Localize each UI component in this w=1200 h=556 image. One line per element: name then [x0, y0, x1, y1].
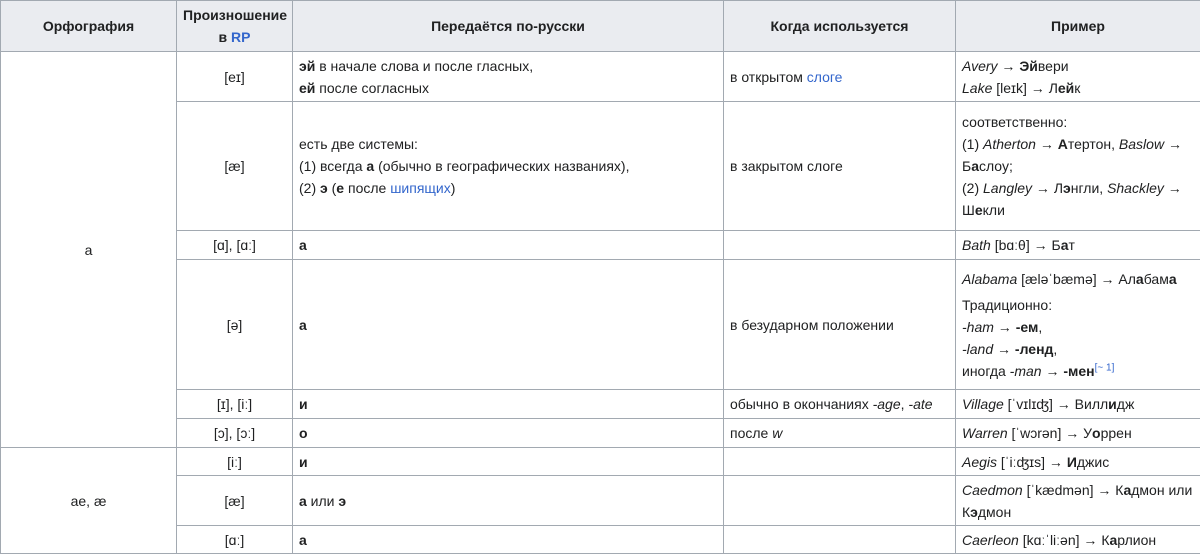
when-cell	[724, 448, 956, 476]
when-cell	[724, 476, 956, 526]
when-cell: обычно в окончаниях -age, -ate	[724, 390, 956, 419]
table-row	[1, 260, 1200, 390]
example-cell: Caedmon [ˈkædmən] → Кадмон или Кэдмон	[956, 476, 1200, 526]
russian-cell: а или э	[293, 476, 724, 526]
when-cell	[724, 231, 956, 260]
when-cell: после w	[724, 419, 956, 448]
rp-link[interactable]: RP	[231, 29, 251, 45]
russian-cell: а	[293, 260, 724, 390]
table-row	[1, 52, 1200, 102]
pron-cell: [ɔ], [ɔː]	[177, 419, 293, 448]
table-row	[1, 526, 1200, 554]
example-cell: Village [ˈvɪlɪʤ] → Виллидж	[956, 390, 1200, 419]
group-cell-ae: ae, æ	[1, 448, 177, 554]
russian-cell: и	[293, 448, 724, 476]
when-cell: в закрытом слоге	[724, 102, 956, 231]
table-row	[1, 476, 1200, 526]
example-cell: Warren [ˈwɔrən] → Уоррен	[956, 419, 1200, 448]
footnote-link[interactable]: [~ 1]	[1094, 361, 1115, 373]
pron-cell: [iː]	[177, 448, 293, 476]
when-cell: в безударном положении	[724, 260, 956, 390]
russian-cell: а	[293, 231, 724, 260]
group-cell-a: a	[1, 52, 177, 448]
header-row	[1, 1, 1200, 52]
example-cell: Alabama [æləˈbæmə] → Алабама Традиционно: -ham → -ем, -land → -ленд, иногда -man → -мен[~ 1]	[956, 260, 1200, 390]
sibilants-link[interactable]: шипящих	[390, 180, 451, 196]
pron-cell: [ɪ], [iː]	[177, 390, 293, 419]
example-cell: Caerleon [kɑːˈliːən] → Карлион	[956, 526, 1200, 554]
pron-cell: [æ]	[177, 102, 293, 231]
example-cell: Bath [bɑːθ] → Бат	[956, 231, 1200, 260]
header-when: Когда используется	[724, 1, 956, 52]
table-row	[1, 390, 1200, 419]
syllable-link[interactable]: слоге	[806, 68, 843, 85]
example-cell: Avery → Эйвери Lake [leɪk] → Лейк	[956, 52, 1200, 102]
russian-cell: а	[293, 526, 724, 554]
table-row	[1, 448, 1200, 476]
pron-cell: [ɑː]	[177, 526, 293, 554]
pron-cell: [ə]	[177, 260, 293, 390]
when-cell	[724, 526, 956, 554]
header-example: Пример	[956, 1, 1200, 52]
russian-cell: есть две системы: (1) всегда а (обычно в географических названиях), (2) э (е после шипящих)	[293, 102, 724, 231]
pron-cell: [eɪ]	[177, 52, 293, 102]
russian-cell: и	[293, 390, 724, 419]
russian-cell: о	[293, 419, 724, 448]
table-row	[1, 102, 1200, 231]
header-spelling: Орфография	[1, 1, 177, 52]
header-pronunciation: Произношение в RP	[177, 1, 293, 52]
pron-cell: [ɑ], [ɑː]	[177, 231, 293, 260]
table-row	[1, 419, 1200, 448]
header-russian: Передаётся по-русски	[293, 1, 724, 52]
example-cell: Aegis [ˈiːʤɪs] → Иджис	[956, 448, 1200, 476]
when-cell: в открытом слоге	[724, 52, 956, 102]
russian-cell: эй в начале слова и после гласных, ей после согласных	[293, 52, 724, 102]
example-cell: соответственно: (1) Atherton → Атертон, Baslow → Баслоу; (2) Langley → Лэнгли, Shackley → Шекли	[956, 102, 1200, 231]
table-row	[1, 231, 1200, 260]
pron-cell: [æ]	[177, 476, 293, 526]
